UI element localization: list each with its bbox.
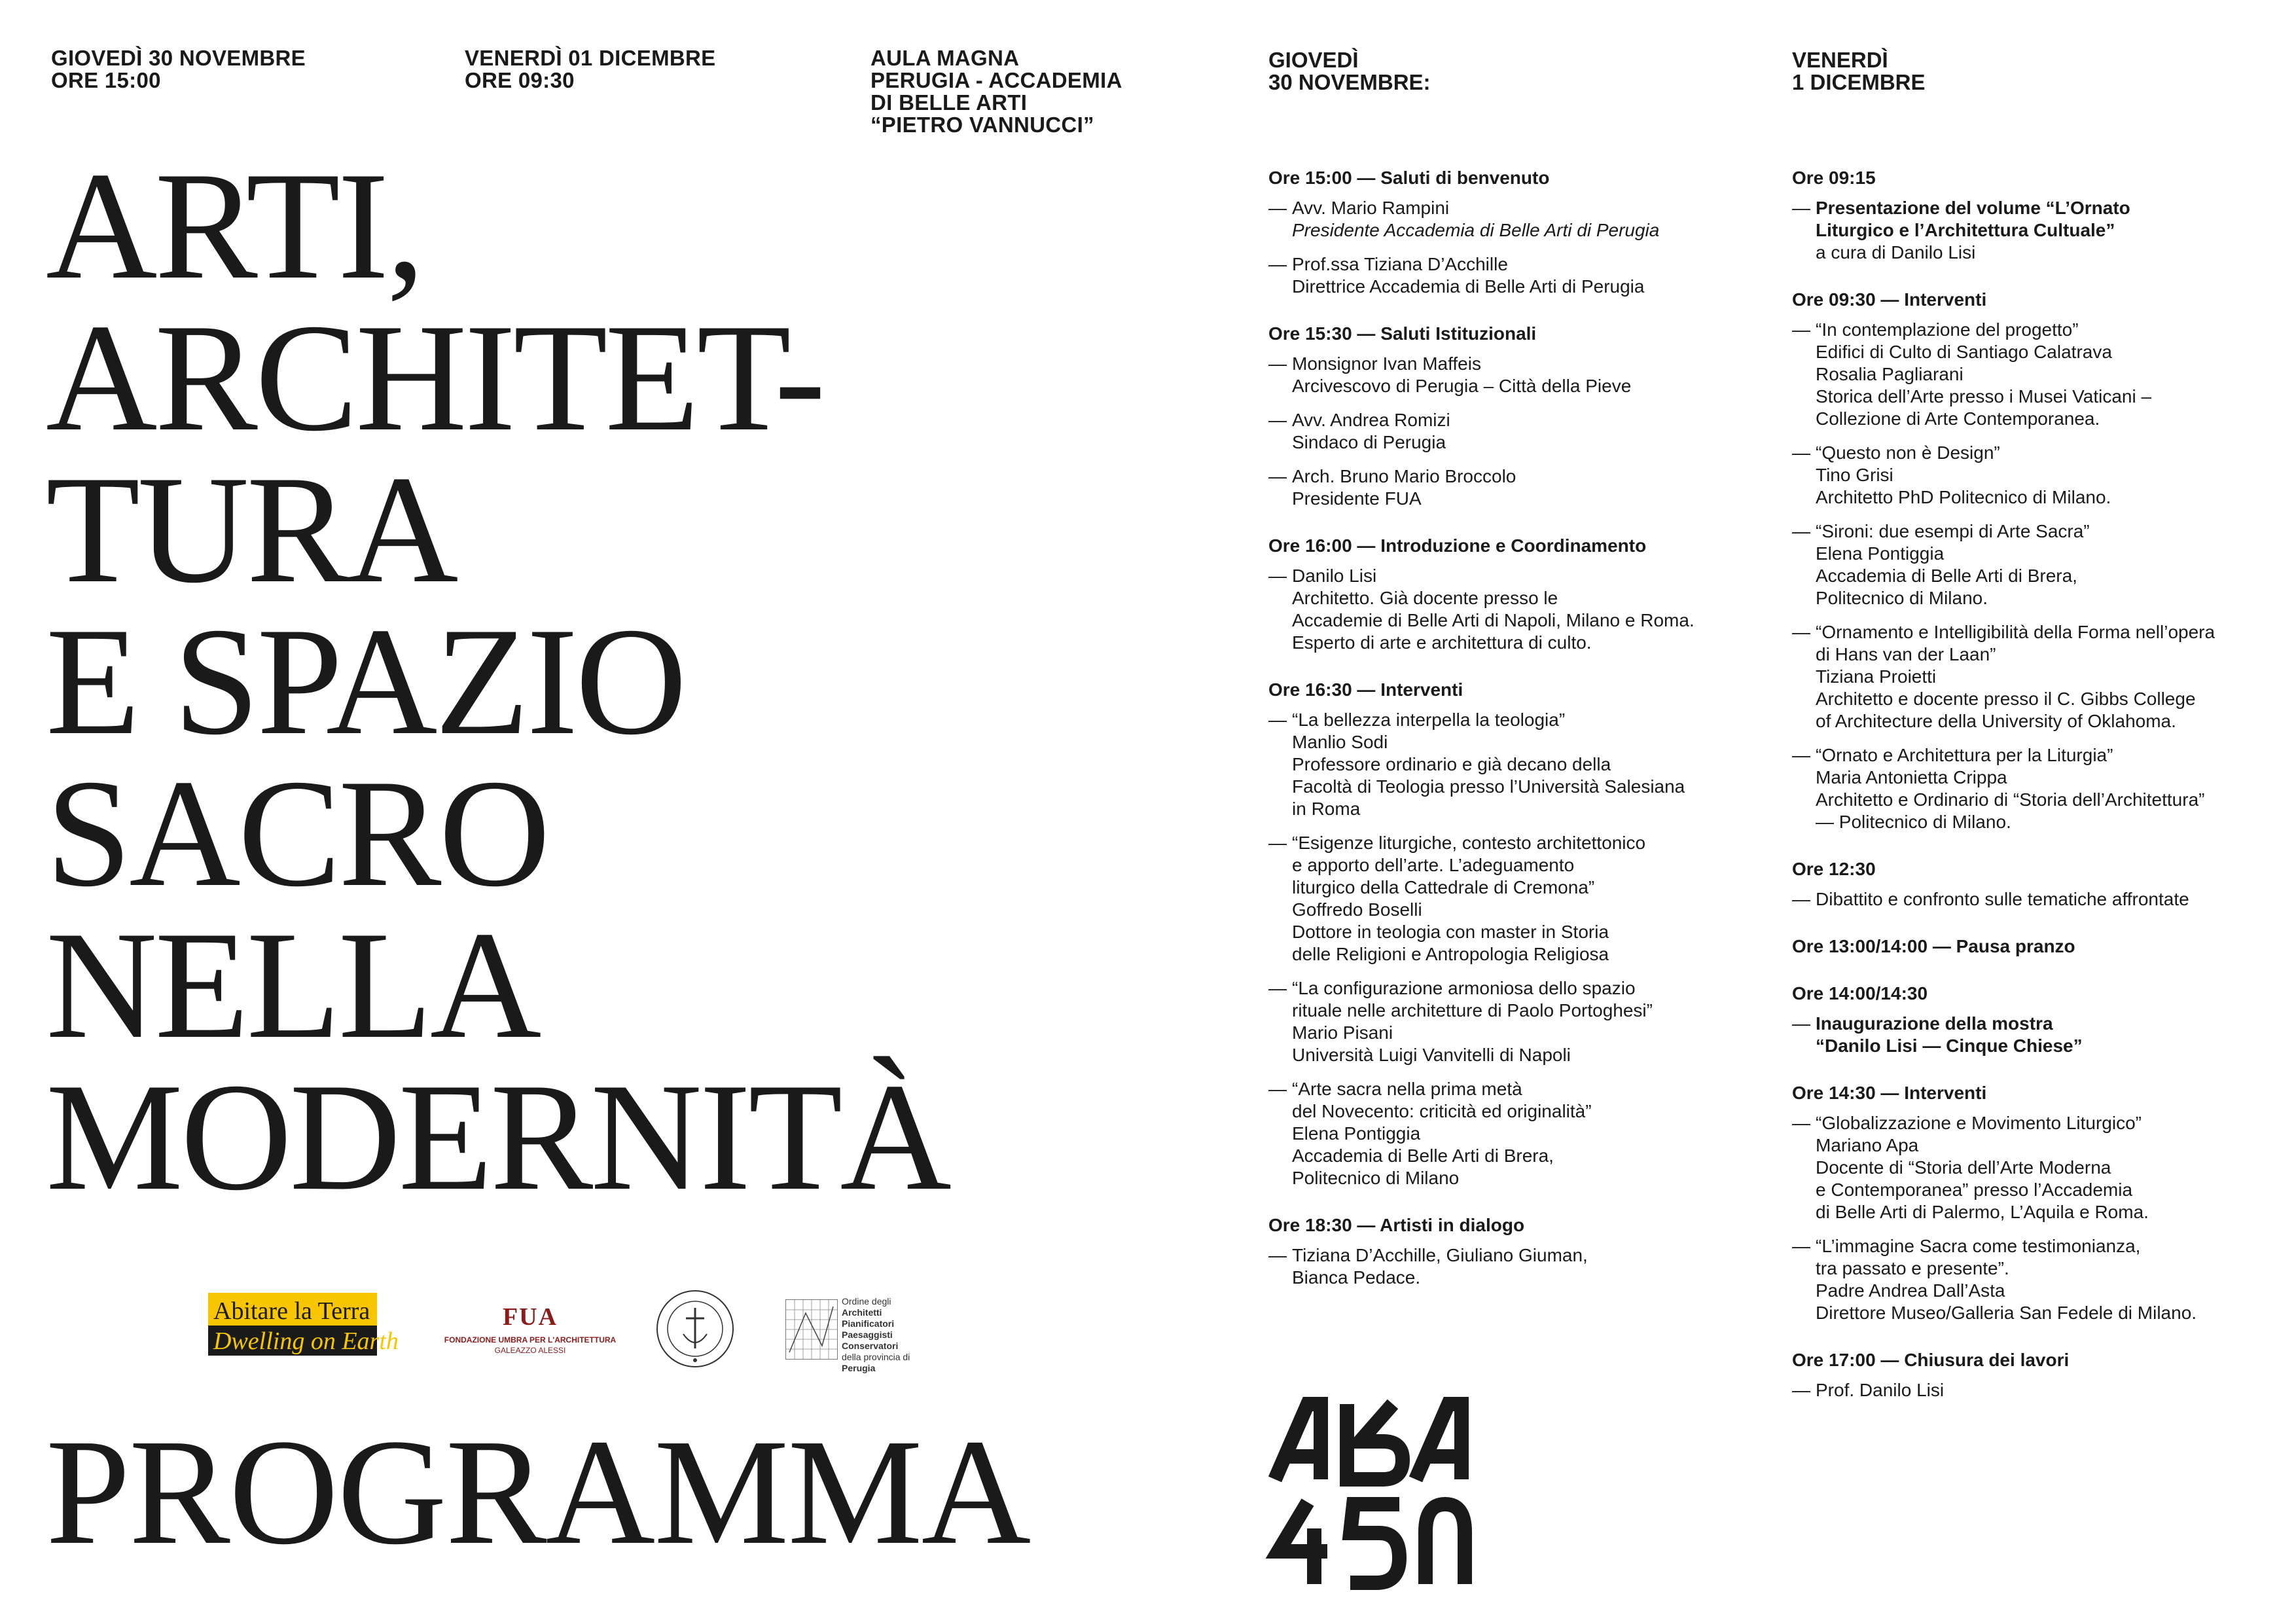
slot-title: Ore 16:30 — Interventi	[1268, 679, 1463, 700]
entry-line: rituale nelle architetture di Paolo Portoghesi”	[1292, 1000, 1653, 1020]
entry-line: — Inaugurazione della mostra	[1816, 1013, 2053, 1034]
entry-line: — Monsignor Ivan Maffeis	[1292, 353, 1481, 374]
program-entry	[1268, 565, 1740, 654]
slot-title: Ore 09:30 — Interventi	[1792, 289, 1987, 310]
thursday-slots	[1268, 167, 1740, 1289]
title-line: NELLA	[46, 900, 539, 1071]
logo-text: GALEAZZO ALESSI	[494, 1346, 566, 1355]
entry-line: Accademia di Belle Arti di Brera,	[1816, 566, 2077, 586]
entry-line: — Arch. Bruno Mario Broccolo	[1292, 466, 1516, 486]
title-line: TURA	[46, 444, 456, 615]
program-entry	[1792, 744, 2263, 833]
logo-text: Perugia	[842, 1363, 876, 1373]
entry-line: tra passato e presente”.	[1816, 1258, 2009, 1278]
program-slot	[1792, 167, 2263, 264]
entry-line: Mario Pisani	[1292, 1022, 1393, 1043]
entry-line: del Novecento: criticità ed originalità”	[1292, 1101, 1592, 1121]
entry-line: — “Sironi: due esempi di Arte Sacra”	[1816, 521, 2090, 541]
entry-line: Tino Grisi	[1816, 465, 1893, 485]
venue-block	[870, 47, 1122, 136]
university-seal-logo	[655, 1288, 736, 1369]
entry-line: Professore ordinario e già decano della	[1292, 754, 1611, 774]
entry-line: Architetto. Già docente presso le	[1292, 588, 1558, 608]
entry-line: Esperto di arte e architettura di culto.	[1292, 632, 1592, 653]
slot-title: Ore 14:30 — Interventi	[1792, 1083, 1987, 1103]
entry-line: Elena Pontiggia	[1292, 1123, 1421, 1144]
program-slot	[1268, 679, 1740, 1189]
ordine-architetti-logo	[785, 1296, 926, 1373]
program-entry	[1268, 197, 1740, 242]
seal-icon	[655, 1288, 736, 1369]
entry-line: — “La configurazione armoniosa dello spazio	[1292, 978, 1636, 998]
ordine-text	[842, 1296, 910, 1374]
entry-line: in Roma	[1292, 799, 1361, 819]
entry-line: Docente di “Storia dell’Arte Moderna	[1816, 1157, 2111, 1178]
program-thursday-column	[1268, 49, 1740, 1314]
entry-line: Elena Pontiggia	[1816, 543, 1945, 564]
program-entry	[1268, 465, 1740, 510]
entry-line: — “L’immagine Sacra come testimonianza,	[1816, 1236, 2141, 1256]
entry-line: Direttrice Accademia di Belle Arti di Perugia	[1292, 276, 1645, 297]
entry-line: Collezione di Arte Contemporanea.	[1816, 408, 2100, 429]
column-heading	[1792, 49, 2263, 94]
entry-line: — Prof. Danilo Lisi	[1816, 1380, 1945, 1400]
entry-line: Facoltà di Teologia presso l’Università Salesiana	[1292, 776, 1685, 797]
program-slot	[1792, 1349, 2263, 1401]
program-slot	[1792, 858, 2263, 911]
entry-line: Dottore in teologia con master in Storia	[1292, 922, 1609, 942]
column-heading	[1268, 49, 1740, 94]
entry-line: Università Luigi Vanvitelli di Napoli	[1292, 1045, 1571, 1065]
logo-text: FONDAZIONE UMBRA PER L'ARCHITETTURA	[444, 1335, 617, 1344]
date-line: VENERDÌ 01 DICEMBRE	[465, 46, 716, 70]
entry-line: Accademia di Belle Arti di Brera,	[1292, 1146, 1554, 1166]
day-label: GIOVEDÌ	[1268, 48, 1359, 72]
logo-text: Paesaggisti	[842, 1329, 893, 1340]
slot-title: Ore 16:00 — Introduzione e Coordinamento	[1268, 535, 1647, 556]
entry-line: Presidente FUA	[1292, 488, 1422, 509]
aba-text: ABA	[1268, 1394, 1270, 1395]
slot-title: Ore 15:30 — Saluti Istituzionali	[1268, 323, 1537, 344]
entry-line: e apporto dell’arte. L’adeguamento	[1292, 855, 1575, 875]
event-title	[46, 141, 949, 1223]
venue-line: DI BELLE ARTI	[870, 90, 1028, 115]
program-slot	[1268, 323, 1740, 510]
program-slot	[1268, 167, 1740, 298]
logo-text: FUA	[502, 1303, 558, 1331]
entry-line: “Danilo Lisi — Cinque Chiese”	[1816, 1036, 2083, 1056]
entry-line: Goffredo Boselli	[1292, 899, 1422, 920]
entry-line: — “Globalizzazione e Movimento Liturgico”	[1816, 1113, 2142, 1133]
entry-line: Mariano Apa	[1816, 1135, 1919, 1155]
program-slot	[1792, 935, 2263, 958]
entry-line: Politecnico di Milano.	[1816, 588, 1988, 608]
entry-line: of Architecture della University of Oklahoma.	[1816, 711, 2176, 731]
title-line: E SPAZIO	[46, 596, 685, 767]
entry-line: Architetto e docente presso il C. Gibbs College	[1816, 689, 2196, 709]
program-entry	[1268, 1078, 1740, 1189]
venue-line: AULA MAGNA	[870, 46, 1020, 70]
slot-title: Ore 15:00 — Saluti di benvenuto	[1268, 168, 1550, 188]
abitare-la-terra-logo	[208, 1293, 399, 1356]
entry-line: Architetto PhD Politecnico di Milano.	[1816, 487, 2111, 507]
entry-line: e Contemporanea” presso l’Accademia	[1816, 1180, 2133, 1200]
logo-text: della provincia di	[842, 1352, 910, 1362]
entry-line: — Danilo Lisi	[1292, 566, 1377, 586]
date-label: 1 DICEMBRE	[1792, 70, 1926, 94]
date-line: GIOVEDÌ 30 NOVEMBRE	[51, 46, 306, 70]
entry-line: — “La bellezza interpella la teologia”	[1292, 710, 1566, 730]
logo-text: Dwelling on Earth	[213, 1327, 399, 1355]
entry-line: — Politecnico di Milano.	[1816, 812, 2011, 832]
date-block-thursday	[51, 47, 306, 92]
date-block-friday	[465, 47, 715, 92]
entry-line: — “Esigenze liturgiche, contesto architettonico	[1292, 833, 1646, 853]
program-slot	[1268, 1214, 1740, 1289]
aba-450-mark-icon	[1268, 1394, 1478, 1591]
program-entry	[1792, 1013, 2263, 1057]
entry-line: — Avv. Andrea Romizi	[1292, 410, 1450, 430]
program-friday-column	[1792, 49, 2263, 1426]
entry-line: Tiziana Proietti	[1816, 666, 1937, 687]
entry-line: Bianca Pedace.	[1292, 1267, 1421, 1288]
aba-450-logo	[1268, 1394, 1478, 1591]
title-line: SACRO	[46, 748, 548, 919]
entry-line: di Hans van der Laan”	[1816, 644, 1996, 664]
program-entry	[1268, 1244, 1740, 1289]
entry-line: — “Arte sacra nella prima metà	[1292, 1079, 1522, 1099]
entry-line: Politecnico di Milano	[1292, 1168, 1460, 1188]
logo-text: Abitare la Terra	[213, 1297, 370, 1325]
entry-line: Direttore Museo/Galleria San Fedele di Milano.	[1816, 1303, 2197, 1323]
slot-title: Ore 14:00/14:30	[1792, 983, 1928, 1003]
entry-line: Rosalia Pagliarani	[1816, 364, 1964, 384]
title-line: ARCHITET-	[46, 293, 823, 463]
entry-line: Liturgico e l’Architettura Cultuale”	[1816, 220, 2115, 240]
date-label: 30 NOVEMBRE:	[1268, 70, 1431, 94]
logo-text: Architetti	[842, 1307, 882, 1318]
entry-line: Storica dell’Arte presso i Musei Vaticani –	[1816, 386, 2152, 406]
program-entry	[1792, 1235, 2263, 1324]
program-entry	[1268, 832, 1740, 965]
entry-line: — “Questo non è Design”	[1816, 442, 2000, 463]
entry-line: Architetto e Ordinario di “Storia dell’Architettura”	[1816, 789, 2205, 810]
entry-line: — Avv. Mario Rampini	[1292, 198, 1450, 218]
day-label: VENERDÌ	[1792, 48, 1888, 72]
program-entry	[1268, 409, 1740, 454]
entry-line: — Prof.ssa Tiziana D’Acchille	[1292, 254, 1508, 274]
slot-title: Ore 18:30 — Artisti in dialogo	[1268, 1215, 1525, 1235]
programma-heading: PROGRAMMA	[46, 1408, 1030, 1576]
entry-line: di Belle Arti di Palermo, L’Aquila e Roma.	[1816, 1202, 2149, 1222]
entry-line: — Tiziana D’Acchille, Giuliano Giuman,	[1292, 1245, 1588, 1265]
entry-line: Sindaco di Perugia	[1292, 432, 1446, 452]
logo-text: Conservatori	[842, 1341, 899, 1351]
friday-slots	[1792, 167, 2263, 1401]
program-entry	[1792, 319, 2263, 430]
slot-title: Ore 17:00 — Chiusura dei lavori	[1792, 1350, 2070, 1370]
entry-line: Maria Antonietta Crippa	[1816, 767, 2007, 787]
slot-title: Ore 12:30	[1792, 859, 1876, 879]
entry-line: Arcivescovo di Perugia – Città della Pieve	[1292, 376, 1632, 396]
logo-text: Pianificatori	[842, 1318, 895, 1329]
entry-line: — “In contemplazione del progetto”	[1816, 319, 2079, 340]
grid-icon	[785, 1299, 838, 1360]
program-slot	[1268, 535, 1740, 654]
entry-line: delle Religioni e Antropologia Religiosa	[1292, 944, 1609, 964]
entry-line: liturgico della Cattedrale di Cremona”	[1292, 877, 1595, 897]
entry-line: — Dibattito e confronto sulle tematiche affrontate	[1816, 889, 2189, 909]
program-entry	[1792, 442, 2263, 509]
entry-line: — “Ornamento e Intelligibilità della Forma nell’opera	[1816, 622, 2215, 642]
program-entry	[1268, 709, 1740, 820]
program-entry	[1268, 977, 1740, 1066]
program-entry	[1792, 888, 2263, 911]
program-entry	[1792, 621, 2263, 732]
entry-line: Edifici di Culto di Santiago Calatrava	[1816, 342, 2112, 362]
title-line: ARTI,	[46, 141, 423, 312]
time-line: ORE 15:00	[51, 68, 161, 92]
entry-line: a cura di Danilo Lisi	[1816, 242, 1976, 262]
logo-text: Ordine degli	[842, 1296, 891, 1307]
slot-title: Ore 09:15	[1792, 168, 1876, 188]
venue-line: PERUGIA - ACCADEMIA	[870, 68, 1122, 92]
entry-line: Padre Andrea Dall’Asta	[1816, 1280, 2005, 1301]
program-slot	[1792, 983, 2263, 1057]
program-entry	[1792, 197, 2263, 264]
program-entry	[1792, 520, 2263, 609]
title-line: MODERNITÀ	[46, 1052, 949, 1223]
program-slot	[1792, 1082, 2263, 1324]
entry-line: Manlio Sodi	[1292, 732, 1388, 752]
entry-line: Presidente Accademia di Belle Arti di Perugia	[1292, 220, 1660, 240]
slot-title: Ore 13:00/14:00 — Pausa pranzo	[1792, 936, 2075, 956]
entry-line: Accademie di Belle Arti di Napoli, Milano e Roma.	[1292, 610, 1695, 630]
time-line: ORE 09:30	[465, 68, 575, 92]
entry-line: — “Ornato e Architettura per la Liturgia”	[1816, 745, 2113, 765]
fua-logo	[419, 1303, 641, 1355]
venue-line: “PIETRO VANNUCCI”	[870, 113, 1094, 137]
program-entry	[1792, 1379, 2263, 1401]
program-slot	[1792, 289, 2263, 833]
program-entry	[1268, 253, 1740, 298]
program-entry	[1268, 353, 1740, 397]
program-entry	[1792, 1112, 2263, 1223]
entry-line: — Presentazione del volume “L’Ornato	[1816, 198, 2130, 218]
